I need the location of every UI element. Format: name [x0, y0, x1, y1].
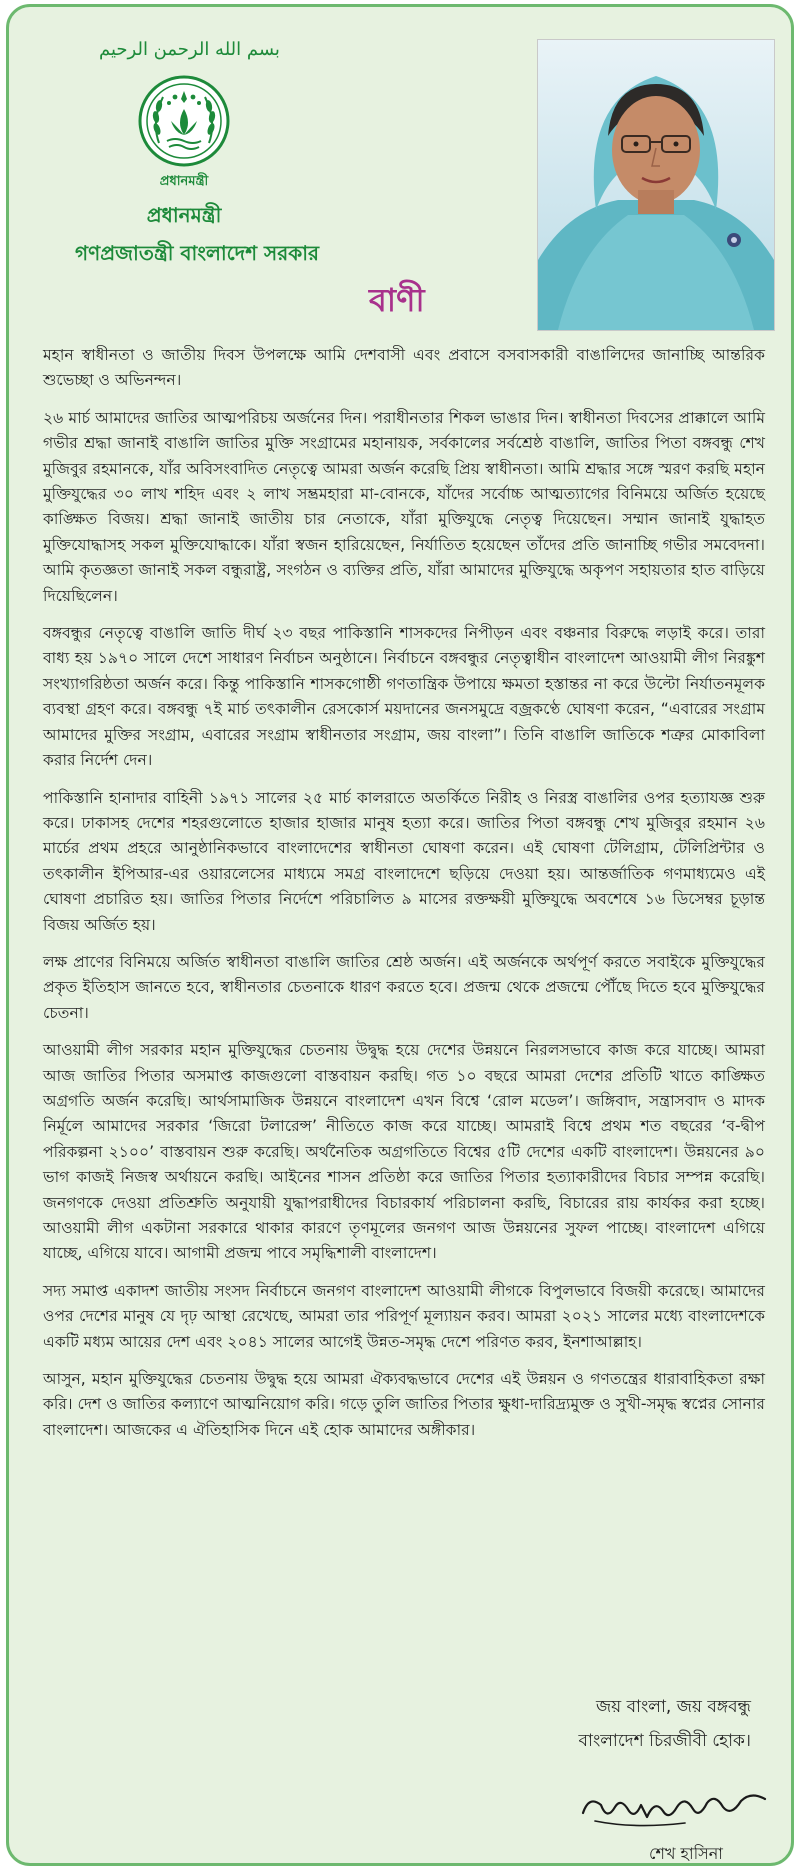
- emblem-caption: প্রধানমন্ত্রী: [159, 174, 209, 189]
- pm-office-emblem-icon: [129, 73, 239, 191]
- prime-minister-portrait: [537, 39, 775, 331]
- paragraph: সদ্য সমাপ্ত একাদশ জাতীয় সংসদ নির্বাচনে জনগণ বাংলাদেশ আওয়ামী লীগকে বিপুলভাবে বিজয়ী করেছে। আমাদের ওপর দেশের মানুষ যে দৃঢ় আস্থা রেখেছে, আমরা তার পরিপূর্ণ মূল্যায়ন করব। আমরা ২০২১ সালের মধ্যে বাংলাদেশকে একটি মধ্যম আয়ের দেশ এবং ২০৪১ সালের আগেই উন্নত-সমৃদ্ধ দেশে পরিণত করব, ইনশাআল্লাহ।: [43, 1281, 765, 1351]
- bismillah-calligraphy: بسم الله الرحمن الرحيم: [99, 39, 280, 60]
- message-card: [6, 4, 794, 1866]
- message-title: বাণী: [369, 281, 425, 319]
- paragraph: আসুন, মহান মুক্তিযুদ্ধের চেতনায় উদ্বুদ্ধ হয়ে আমরা ঐক্যবদ্ধভাবে দেশের এই উন্নয়ন ও গণতন্ত্রের ধারাবাহিকতা রক্ষা করি। দেশ ও জাতির কল্যাণে আত্মনিয়োগ করি। গড়ে তুলি জাতির পিতার ক্ষুধা-দারিদ্র্যমুক্ত ও সুখী-সমৃদ্ধ স্বপ্নের সোনার বাংলাদেশ। আজকের এ ঐতিহাসিক দিনে এই হোক আমাদের অঙ্গীকার।: [43, 1370, 765, 1439]
- pm-title: প্রধানমন্ত্রী: [146, 203, 222, 227]
- message-body: [43, 343, 765, 1455]
- paragraph: আওয়ামী লীগ সরকার মহান মুক্তিযুদ্ধের চেতনায় উদ্বুদ্ধ হয়ে দেশের উন্নয়নে নিরলসভাবে কাজ করে যাচ্ছে। আমরা আজ জাতির পিতার অসমাপ্ত কাজগুলো বাস্তবায়ন করছি। গত ১০ বছরে আমরা দেশের প্রতিটি খাতে কাঙ্ক্ষিত অগ্রগতি অর্জন করেছি। আর্থসামাজিক উন্নয়নে বাংলাদেশ এখন বিশ্বে ‘রোল মডেল’। জঙ্গিবাদ, সন্ত্রাসবাদ ও মাদক নির্মূলে আমাদের সরকার ‘জিরো টলারেন্স’ নীতিতে কাজ করে যাচ্ছে। আমরাই বিশ্বে প্রথম শত বছরের ‘ব-দ্বীপ পরিকল্পনা ২১০০’ বাস্তবায়ন শুরু করেছি। অর্থনৈতিক অগ্রগতিতে বিশ্বের ৫টি দেশের একটি বাংলাদেশ। উন্নয়নের ৯০ ভাগ কাজই নিজস্ব অর্থায়নে করছি। আইনের শাসন প্রতিষ্ঠা করে জাতির পিতার হত্যাকারীদের বিচার সম্পন্ন করেছি। জনগণকে দেওয়া প্রতিশ্রুতি অনুযায়ী যুদ্ধাপরাধীদের বিচারকার্য পরিচালনা করছি, বিচারের রায় কার্যকর করা হচ্ছে। আওয়ামী লীগ একটানা সরকারে থাকার কারণে তৃণমূলের জনগণ আজ উন্নয়নের সুফল পাচ্ছে। বাংলাদেশ এগিয়ে যাচ্ছে, এগিয়ে যাবে। আগামী প্রজন্ম পাবে সমৃদ্ধিশালী বাংলাদেশ।: [43, 1041, 765, 1263]
- closing-line: বাংলাদেশ চিরজীবী হোক।: [578, 1731, 751, 1751]
- paragraph: ২৬ মার্চ আমাদের জাতির আত্মপরিচয় অর্জনের দিন। পরাধীনতার শিকল ভাঙার দিন। স্বাধীনতা দিবসের প্রাক্কালে আমি গভীর শ্রদ্ধা জানাই বাঙালি জাতির মুক্তি সংগ্রামের মহানায়ক, সর্বকালের সর্বশ্রেষ্ঠ বাঙালি, জাতির পিতা বঙ্গবন্ধু শেখ মুজিবুর রহমানকে, যাঁর অবিসংবাদিত নেতৃত্বে আমরা অর্জন করেছি প্রিয় স্বাধীনতা। আমি শ্রদ্ধার সঙ্গে স্মরণ করছি মহান মুক্তিযুদ্ধের ৩০ লাখ শহিদ এবং ২ লাখ সম্ভ্রমহারা মা-বোনকে, যাঁদের সর্বোচ্চ আত্মত্যাগের বিনিময়ে অর্জিত হয়েছে কাঙ্ক্ষিত বিজয়। শ্রদ্ধা জানাই জাতীয় চার নেতাকে, যাঁরা মুক্তিযুদ্ধে নেতৃত্ব দিয়েছেন। সম্মান জানাই যুদ্ধাহত মুক্তিযোদ্ধাসহ সকল মুক্তিযোদ্ধাকে। যাঁরা স্বজন হারিয়েছেন, নির্যাতিত হয়েছেন তাঁদের প্রতি জানাচ্ছি গভীর সমবেদনা। আমি কৃতজ্ঞতা জানাই সকল বন্ধুরাষ্ট্র, সংগঠন ও ব্যক্তির প্রতি, যাঁরা আমাদের মুক্তিযুদ্ধে অকৃপণ সহায়তার হাত বাড়িয়ে দিয়েছিলেন।: [43, 408, 765, 605]
- closing-slogans: [579, 1690, 751, 1758]
- government-title: গণপ্রজাতন্ত্রী বাংলাদেশ সরকার: [75, 241, 319, 265]
- header: [9, 7, 797, 337]
- closing-line: জয় বাংলা, জয় বঙ্গবন্ধু: [595, 1697, 751, 1717]
- handwritten-signature: [575, 1777, 775, 1837]
- paragraph: লক্ষ প্রাণের বিনিময়ে অর্জিত স্বাধীনতা বাঙালি জাতির শ্রেষ্ঠ অর্জন। এই অর্জনকে অর্থপূর্ণ করতে সবাইকে মুক্তিযুদ্ধের প্রকৃত ইতিহাস জানতে হবে, স্বাধীনতার চেতনাকে ধারণ করতে হবে। প্রজন্ম থেকে প্রজন্মে পৌঁছে দিতে হবে মুক্তিযুদ্ধের চেতনা।: [43, 952, 765, 1022]
- paragraph: বঙ্গবন্ধুর নেতৃত্বে বাঙালি জাতি দীর্ঘ ২৩ বছর পাকিস্তানি শাসকদের নিপীড়ন এবং বঞ্চনার বিরুদ্ধে লড়াই করে। তারা বাধ্য হয় ১৯৭০ সালে দেশে সাধারণ নির্বাচন অনুষ্ঠানে। নির্বাচনে বঙ্গবন্ধুর নেতৃত্বাধীন বাংলাদেশ আওয়ামী লীগ নিরঙ্কুশ সংখ্যাগরিষ্ঠতা অর্জন করে। কিন্তু পাকিস্তানি শাসকগোষ্ঠী গণতান্ত্রিক উপায়ে ক্ষমতা হস্তান্তর না করে উল্টো নির্যাতনমূলক ব্যবস্থা গ্রহণ করে। বঙ্গবন্ধু ৭ই মার্চ তৎকালীন রেসকোর্স ময়দানের জনসমুদ্রে বজ্রকণ্ঠে ঘোষণা করেন, “এবারের সংগ্রাম আমাদের মুক্তির সংগ্রাম, এবারের সংগ্রাম স্বাধীনতার সংগ্রাম, জয় বাংলা”। তিনি বাঙালি জাতিকে শত্রুর মোকাবিলা করার নির্দেশ দেন।: [43, 624, 765, 770]
- paragraph: পাকিস্তানি হানাদার বাহিনী ১৯৭১ সালের ২৫ মার্চ কালরাতে অতর্কিতে নিরীহ ও নিরস্ত্র বাঙালির ওপর হত্যাযজ্ঞ শুরু করে। ঢাকাসহ দেশের শহরগুলোতে হাজার হাজার মানুষ হত্যা করে। জাতির পিতা বঙ্গবন্ধু শেখ মুজিবুর রহমান ২৬ মার্চের প্রথম প্রহরে আনুষ্ঠানিকভাবে বাংলাদেশের স্বাধীনতা ঘোষণা করেন। এই ঘোষণা টেলিগ্রাম, টেলিপ্রিন্টার ও তৎকালীন ইপিআর-এর ওয়ারলেসের মাধ্যমে সমগ্র বাংলাদেশে ছড়িয়ে দেওয়া হয়। আন্তর্জাতিক গণমাধ্যমেও এই ঘোষণা প্রচারিত হয়। জাতির পিতার নির্দেশে পরিচালিত ৯ মাসের রক্তক্ষয়ী মুক্তিযুদ্ধে অবশেষে ১৬ ডিসেম্বর চূড়ান্ত বিজয় অর্জিত হয়।: [43, 788, 765, 934]
- paragraph: মহান স্বাধীনতা ও জাতীয় দিবস উপলক্ষে আমি দেশবাসী এবং প্রবাসে বসবাসকারী বাঙালিদের জানাচ্ছি আন্তরিক শুভেচ্ছা ও অভিনন্দন।: [43, 346, 765, 390]
- signer-name: শেখ হাসিনা: [649, 1844, 723, 1863]
